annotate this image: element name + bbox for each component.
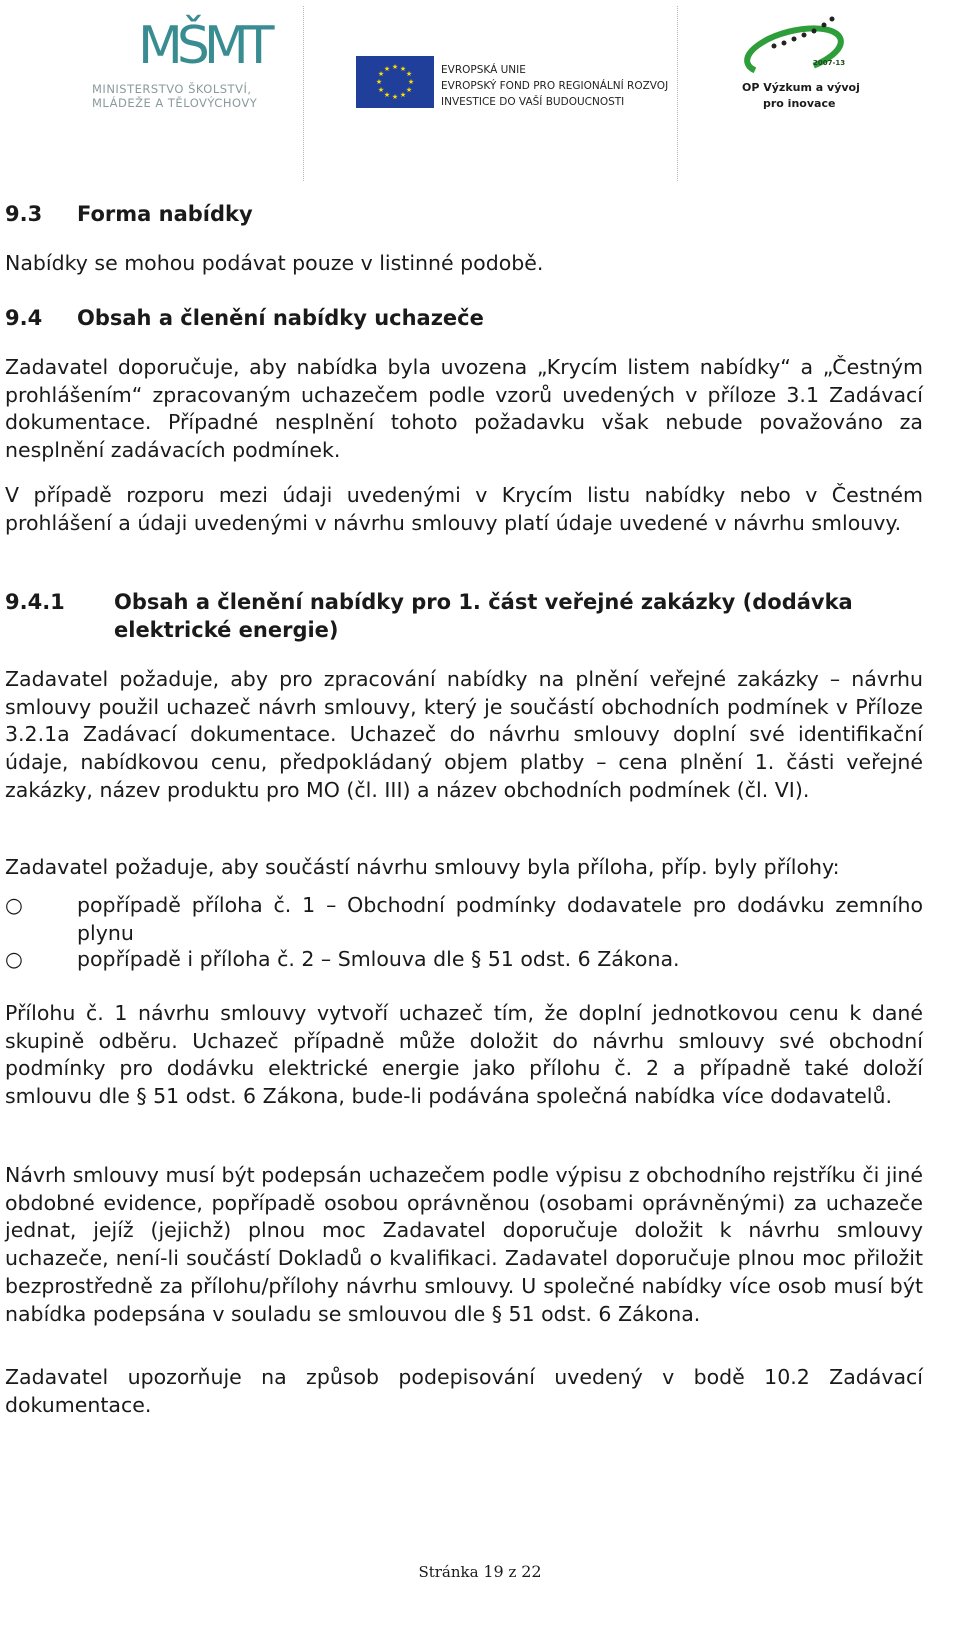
paragraph: Nabídky se mohou podávat pouze v listinné podobě.: [5, 251, 544, 275]
svg-text:★: ★: [399, 65, 407, 73]
op-vavpi-logo: [738, 15, 858, 115]
paragraph: Návrh smlouvy musí být podepsán uchazečem podle výpisu z obchodního rejstříku či jiné obdobné evidence, popřípadě osobou oprávněnou (osobami oprávněnými) za uchazeče jednat, jejíž (jejichž) plnou moc Zadavatel doporučuje doložit k návrhu smlouvy uchazeče, není-li součástí Dokladů o kvalifikaci. Zadavatel doporučuje plnou moc přiložit bezprostředně za přílohu/přílohy návrhu smlouvy. U společné nabídky více osob musí být nabídka podepsána v souladu se smlouvou dle § 51 odst. 6 Zákona.: [5, 1163, 923, 1326]
svg-text:★: ★: [391, 63, 399, 71]
footer-label: Stránka: [418, 1563, 479, 1581]
msmt-logo-line1: MINISTERSTVO ŠKOLSTVÍ,: [92, 82, 252, 96]
svg-text:★: ★: [407, 78, 415, 86]
msmt-logo-line2: MLÁDEŽE A TĚLOVÝCHOVY: [92, 96, 258, 110]
paragraph: Zadavatel doporučuje, aby nabídka byla uvozena „Krycím listem nabídky“ a „Čestným prohlášením“ zpracovaným uchazečem podle vzorů uvedených v příloze 3.1 Zadávací dokumentace. Případné nesplnění tohoto požadavku však nebude považováno za nesplnění zadávacích podmínek.: [5, 355, 923, 463]
op-line2: pro inovace: [763, 97, 836, 110]
paragraph: Zadavatel upozorňuje na způsob podepisování uvedený v bodě 10.2 Zadávací dokumentace.: [5, 1365, 923, 1417]
footer-of: z: [508, 1563, 517, 1581]
eu-line1: EVROPSKÁ UNIE: [441, 64, 526, 76]
section-title-line1: Obsah a členění nabídky pro 1. část veřejné zakázky (dodávka: [114, 590, 853, 614]
logo-separator: [677, 6, 678, 181]
svg-text:★: ★: [377, 86, 385, 94]
svg-text:★: ★: [405, 86, 413, 94]
list-item-text: popřípadě příloha č. 1 – Obchodní podmínky dodavatele pro dodávku zemního plynu: [77, 893, 923, 945]
msmt-logo: [86, 16, 276, 116]
section-number: 9.4.1: [5, 590, 65, 614]
section-heading-9-4-1: [5, 590, 853, 614]
list-item-text: popřípadě i příloha č. 2 – Smlouva dle § 51 odst. 6 Zákona.: [77, 947, 680, 971]
msmt-logo-mark: MŠMT: [138, 16, 269, 76]
op-line1: OP Výzkum a vývoj: [742, 81, 860, 94]
svg-text:★: ★: [405, 70, 413, 78]
op-years: 2007-13: [813, 59, 846, 67]
paragraph: V případě rozporu mezi údaji uvedenými v Krycím listu nabídky nebo v Čestném prohlášení a údaji uvedenými v návrhu smlouvy platí údaje uvedené v návrhu smlouvy.: [5, 483, 923, 535]
section-heading-9-3: [5, 202, 253, 226]
section-title: Forma nabídky: [77, 202, 253, 226]
header-logos: [0, 0, 960, 185]
footer-page-number: 19: [483, 1562, 504, 1581]
footer-total-pages: 22: [521, 1562, 542, 1581]
eu-line3: INVESTICE DO VAŠÍ BUDOUCNOSTI: [441, 96, 625, 108]
svg-text:★: ★: [375, 78, 383, 86]
paragraph: Zadavatel požaduje, aby součástí návrhu smlouvy byla příloha, příp. byly přílohy:: [5, 855, 840, 879]
page-footer: [0, 1562, 960, 1581]
section-title-line2: elektrické energie): [114, 618, 339, 642]
bullet-circle-icon: ○: [5, 947, 23, 971]
section-title: Obsah a členění nabídky uchazeče: [77, 306, 484, 330]
section-number: 9.3: [5, 202, 43, 226]
paragraph: Přílohu č. 1 návrhu smlouvy vytvoří uchazeč tím, že doplní jednotkovou cenu k dané skupině odběru. Uchazeč případně může doložit do návrhu smlouvy své obchodní podmínky pro dodávku elektrické energie jako přílohu č. 2 a případně také doloží smlouvu dle § 51 odst. 6 Zákona, bude-li podávána společná nabídka více dodavatelů.: [5, 1001, 923, 1109]
section-number: 9.4: [5, 306, 43, 330]
svg-text:★: ★: [377, 70, 385, 78]
svg-text:★: ★: [399, 91, 407, 99]
eu-flag-icon: [356, 56, 434, 108]
op-swoosh-icon: [738, 15, 858, 81]
logo-separator: [303, 6, 304, 181]
bullet-circle-icon: ○: [5, 893, 23, 917]
section-heading-9-4: [5, 306, 484, 330]
eu-line2: EVROPSKÝ FOND PRO REGIONÁLNÍ ROZVOJ: [441, 80, 669, 92]
svg-text:★: ★: [383, 91, 391, 99]
paragraph: Zadavatel požaduje, aby pro zpracování nabídky na plnění veřejné zakázky – návrhu smlouvy použil uchazeč návrh smlouvy, který je součástí obchodních podmínek v Příloze 3.2.1a Zadávací dokumentace. Uchazeč do návrhu smlouvy doplní své identifikační údaje, nabídkovou cenu, předpokládaný objem platby – cena plnění 1. části veřejné zakázky, název produktu pro MO (čl. III) a název obchodních podmínek (čl. VI).: [5, 667, 923, 802]
svg-text:★: ★: [383, 65, 391, 73]
eu-logo-text: [441, 62, 668, 110]
svg-text:★: ★: [391, 93, 399, 101]
